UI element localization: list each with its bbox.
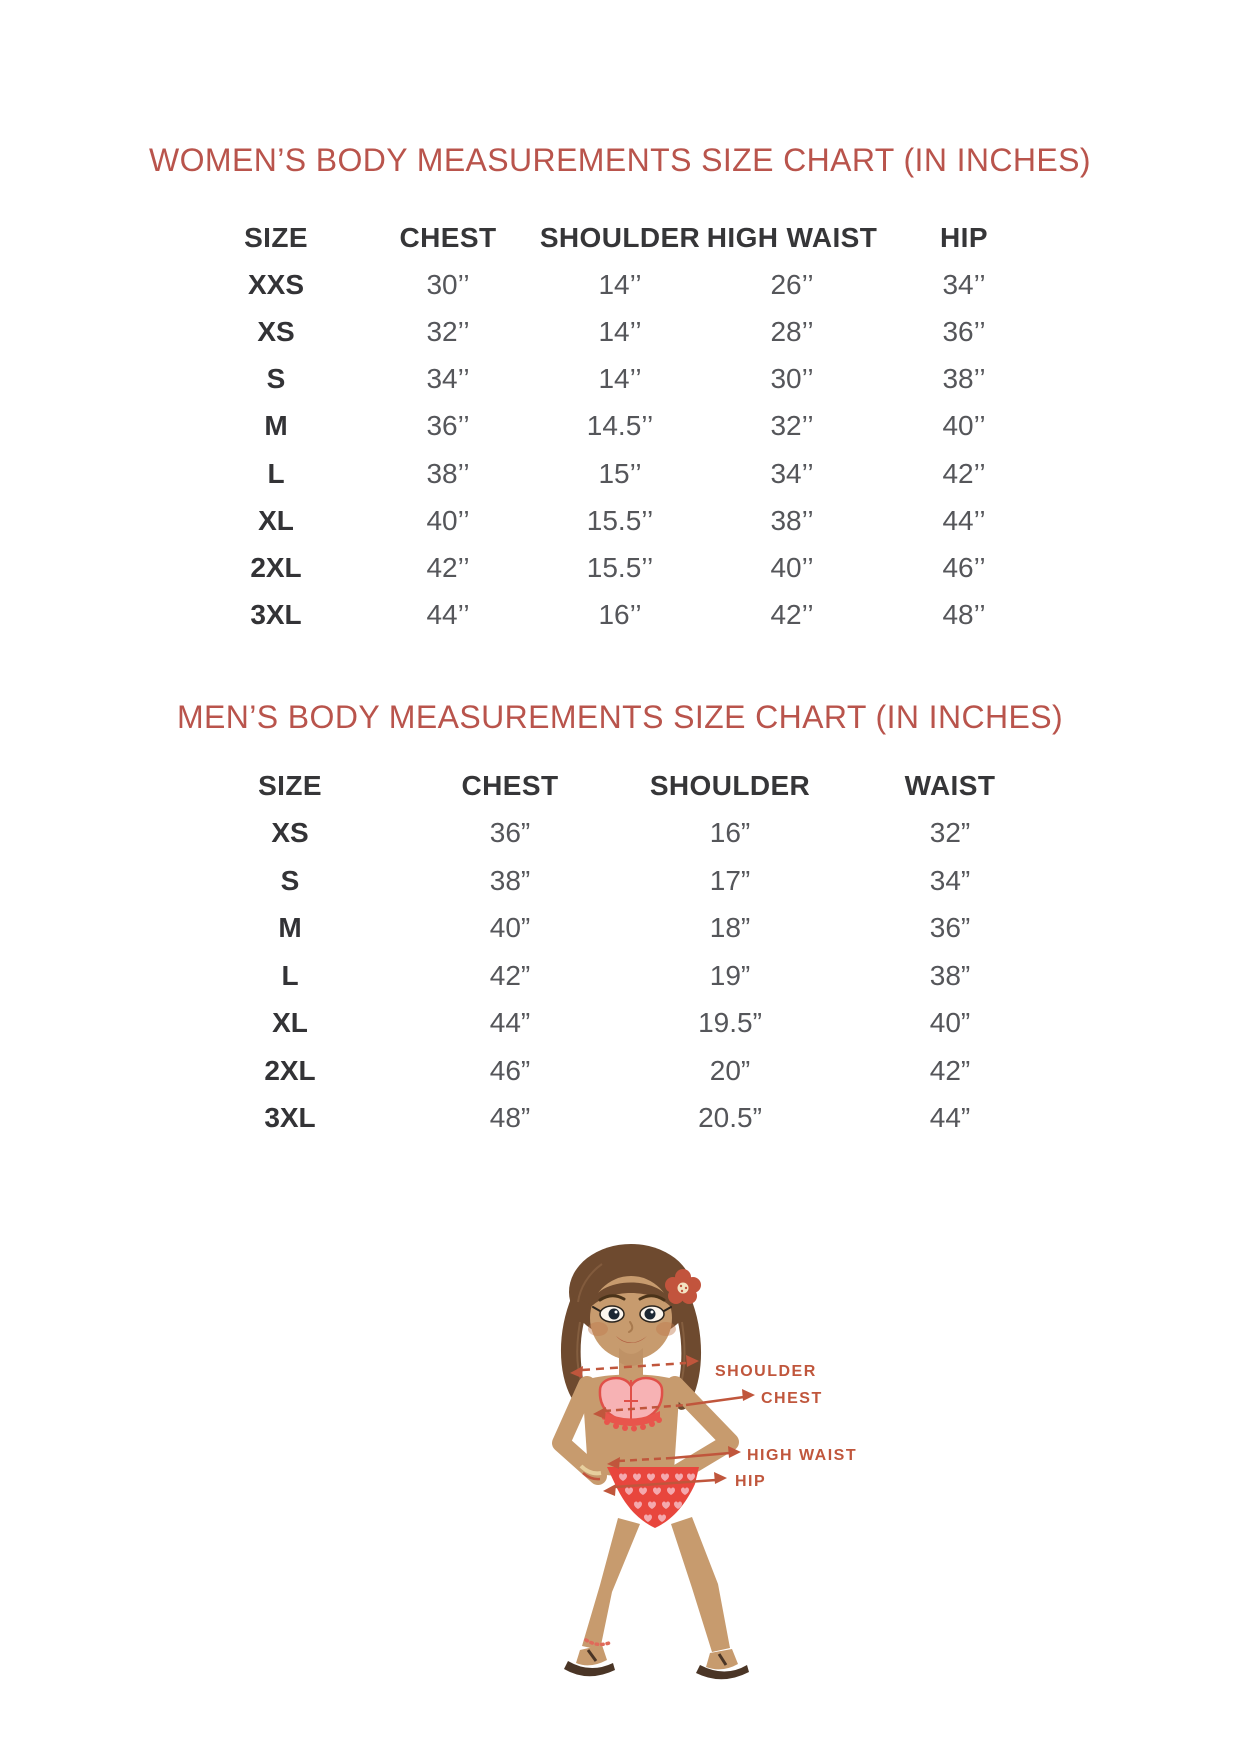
arrow-right-icon xyxy=(742,1389,755,1401)
shoulder-cell: 17” xyxy=(709,864,751,896)
chest-cell: 40’’ xyxy=(426,504,470,536)
table-row xyxy=(190,497,1050,544)
size-cell: L xyxy=(267,457,285,489)
size-cell: M xyxy=(278,912,302,944)
size-cell: 2XL xyxy=(264,1054,316,1086)
table-row xyxy=(190,356,1050,403)
chest-cell: 44’’ xyxy=(426,599,470,631)
chest-cell: 32’’ xyxy=(426,315,470,347)
column-header-shoulder: SHOULDER xyxy=(539,221,701,253)
hip-cell: 44’’ xyxy=(942,504,986,536)
column-header-size: SIZE xyxy=(244,221,308,253)
column-header-hip: HIP xyxy=(940,221,988,253)
table-row xyxy=(190,544,1050,591)
size-cell: XL xyxy=(272,1007,308,1039)
hip-cell: 40’’ xyxy=(942,410,986,442)
chest-cell: 30’’ xyxy=(426,268,470,300)
size-cell: M xyxy=(264,410,288,442)
womens-size-table xyxy=(190,214,1050,639)
arrow-left-icon xyxy=(603,1484,616,1496)
chest-cell: 38’’ xyxy=(426,457,470,489)
column-header-size: SIZE xyxy=(258,769,322,801)
table-row xyxy=(180,1000,1060,1048)
shoulder-cell: 20.5” xyxy=(698,1102,762,1134)
hip-cell: 42’’ xyxy=(942,457,986,489)
shoulder-cell: 14’’ xyxy=(598,268,642,300)
size-cell: 2XL xyxy=(250,551,302,583)
high-waist-cell: 40’’ xyxy=(770,551,814,583)
chest-cell: 46” xyxy=(489,1054,531,1086)
shoulder-cell: 16” xyxy=(709,817,751,849)
column-header-chest: CHEST xyxy=(399,221,497,253)
waist-cell: 38” xyxy=(929,959,971,991)
hip-cell: 38’’ xyxy=(942,363,986,395)
size-cell: S xyxy=(266,363,286,395)
size-cell: S xyxy=(280,864,300,896)
waist-cell: 32” xyxy=(929,817,971,849)
womens-chart-title: WOMEN’S BODY MEASUREMENTS SIZE CHART (IN INCHES) xyxy=(149,142,1091,178)
hip-label: HIP xyxy=(735,1473,767,1490)
shoulder-cell: 19.5” xyxy=(698,1007,762,1039)
chest-cell: 44” xyxy=(489,1007,531,1039)
mens-table-header-row xyxy=(180,762,1060,810)
mens-chart-title: MEN’S BODY MEASUREMENTS SIZE CHART (IN INCHES) xyxy=(176,699,1064,735)
high-waist-cell: 26’’ xyxy=(770,268,814,300)
shoulder-cell: 14’’ xyxy=(598,315,642,347)
size-cell: XL xyxy=(258,504,294,536)
table-row xyxy=(180,952,1060,1000)
waist-cell: 36” xyxy=(929,912,971,944)
arrow-right-icon xyxy=(714,1472,727,1484)
high-waist-cell: 34’’ xyxy=(770,457,814,489)
chest-cell: 36’’ xyxy=(426,410,470,442)
hip-cell: 46’’ xyxy=(942,551,986,583)
chest-cell: 42’’ xyxy=(426,551,470,583)
column-header-waist: WAIST xyxy=(904,769,996,801)
high-waist-label: HIGH WAIST xyxy=(747,1447,858,1464)
womens-table-header-row xyxy=(190,214,1050,261)
high-waist-cell: 38’’ xyxy=(770,504,814,536)
chest-cell: 38” xyxy=(489,864,531,896)
shoulder-label: SHOULDER xyxy=(715,1363,817,1380)
measurement-figure xyxy=(430,1230,880,1700)
waist-cell: 42” xyxy=(929,1054,971,1086)
measurement-figure-illustration xyxy=(430,1230,880,1700)
size-cell: XS xyxy=(271,817,309,849)
hip-cell: 48’’ xyxy=(942,599,986,631)
shoulder-cell: 18” xyxy=(709,912,751,944)
hip-cell: 36’’ xyxy=(942,315,986,347)
column-header-high-waist: HIGH WAIST xyxy=(706,221,878,253)
table-row xyxy=(190,261,1050,308)
table-row xyxy=(190,308,1050,355)
table-row xyxy=(180,905,1060,953)
size-cell: 3XL xyxy=(250,599,302,631)
woman-legs xyxy=(564,1517,749,1679)
waist-cell: 40” xyxy=(929,1007,971,1039)
table-row xyxy=(180,810,1060,858)
high-waist-cell: 32’’ xyxy=(770,410,814,442)
chest-label: CHEST xyxy=(761,1390,823,1407)
shoulder-cell: 14’’ xyxy=(598,363,642,395)
mens-size-table xyxy=(180,762,1060,1142)
shoulder-cell: 19” xyxy=(709,959,751,991)
column-header-chest: CHEST xyxy=(461,769,559,801)
chest-cell: 48” xyxy=(489,1102,531,1134)
size-cell: L xyxy=(281,959,299,991)
shoulder-cell: 14.5’’ xyxy=(586,410,654,442)
size-cell: XXS xyxy=(247,268,305,300)
waist-cell: 44” xyxy=(929,1102,971,1134)
shoulder-cell: 15.5’’ xyxy=(586,504,654,536)
high-waist-cell: 28’’ xyxy=(770,315,814,347)
table-row xyxy=(190,592,1050,639)
left-blush xyxy=(588,1322,608,1336)
chest-cell: 34’’ xyxy=(426,363,470,395)
table-row xyxy=(190,403,1050,450)
chest-cell: 40” xyxy=(489,912,531,944)
table-row xyxy=(180,1095,1060,1143)
right-blush xyxy=(656,1322,676,1336)
size-cell: XS xyxy=(257,315,295,347)
table-row xyxy=(180,1047,1060,1095)
bikini-top xyxy=(600,1378,662,1431)
chest-cell: 36” xyxy=(489,817,531,849)
hip-cell: 34’’ xyxy=(942,268,986,300)
high-waist-cell: 42’’ xyxy=(770,599,814,631)
shoulder-cell: 20” xyxy=(709,1054,751,1086)
waist-cell: 34” xyxy=(929,864,971,896)
table-row xyxy=(190,450,1050,497)
size-cell: 3XL xyxy=(264,1102,316,1134)
shoulder-cell: 16’’ xyxy=(598,599,642,631)
table-row xyxy=(180,857,1060,905)
column-header-shoulder: SHOULDER xyxy=(649,769,811,801)
high-waist-cell: 30’’ xyxy=(770,363,814,395)
shoulder-cell: 15’’ xyxy=(598,457,642,489)
chest-cell: 42” xyxy=(489,959,531,991)
shoulder-cell: 15.5’’ xyxy=(586,551,654,583)
